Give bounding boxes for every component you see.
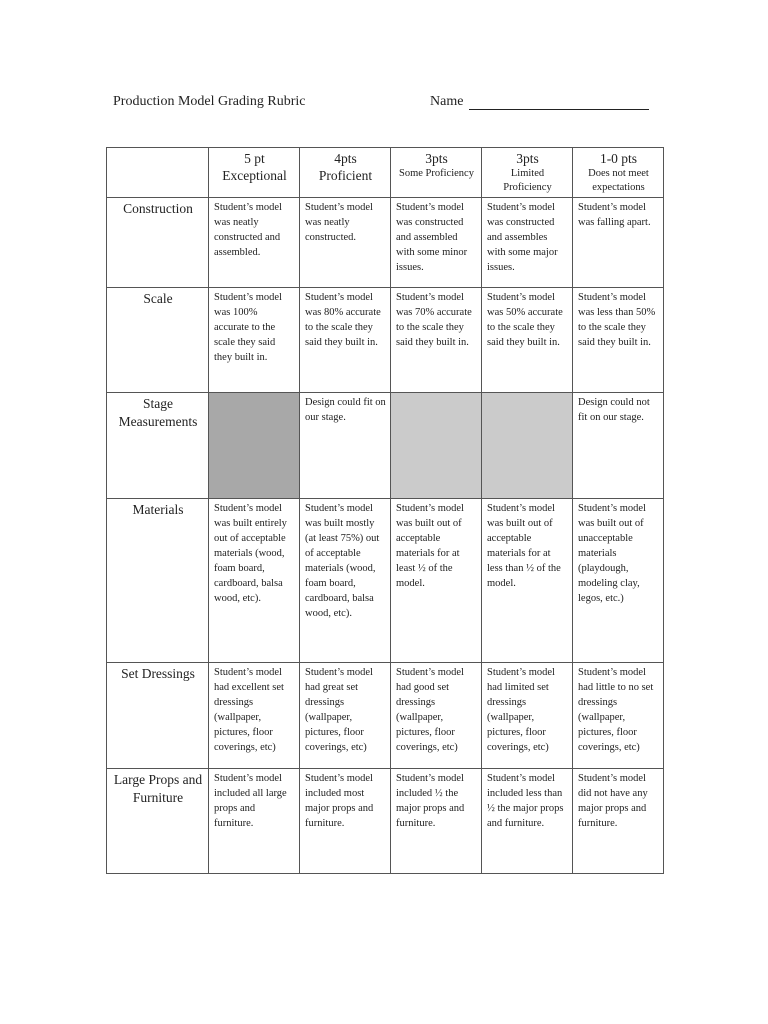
header-points: 4pts <box>334 151 357 166</box>
rubric-cell: Student’s model was 100% accurate to the scale they said they built in. <box>209 288 300 393</box>
header-level: Exceptional <box>222 168 287 183</box>
rubric-row-large-props <box>107 769 664 874</box>
name-blank-line <box>469 95 649 110</box>
rubric-cell: Student’s model was built entirely out of acceptable materials (wood, foam board, cardboard, balsa wood, etc). <box>209 499 300 663</box>
header-row <box>107 148 664 198</box>
header-cell-does-not-meet <box>573 148 664 198</box>
criterion-label: Construction <box>107 198 209 288</box>
criterion-label: Large Props and Furniture <box>107 769 209 874</box>
header-level: Does not meet expectations <box>588 168 649 193</box>
name-field <box>430 94 649 110</box>
rubric-cell: Student’s model included most major props and furniture. <box>300 769 391 874</box>
criterion-label: Materials <box>107 499 209 663</box>
rubric-cell: Student’s model included all large props and furniture. <box>209 769 300 874</box>
header-cell-limited-proficiency <box>482 148 573 198</box>
document-title: Production Model Grading Rubric <box>113 94 306 109</box>
header-level: Limited Proficiency <box>503 168 552 193</box>
criterion-label: Stage Measurements <box>107 393 209 499</box>
shaded-empty-cell <box>482 393 573 499</box>
rubric-cell: Student’s model was neatly constructed and assembled. <box>209 198 300 288</box>
rubric-cell: Student’s model was 80% accurate to the scale they said they built in. <box>300 288 391 393</box>
rubric-cell: Student’s model was built out of acceptable materials for at least ½ of the model. <box>391 499 482 663</box>
rubric-cell: Student’s model was constructed and assembled with some minor issues. <box>391 198 482 288</box>
rubric-row-materials <box>107 499 664 663</box>
rubric-cell: Student’s model had good set dressings (wallpaper, pictures, floor coverings, etc) <box>391 663 482 769</box>
rubric-cell: Student’s model had great set dressings (wallpaper, pictures, floor coverings, etc) <box>300 663 391 769</box>
rubric-table <box>106 147 664 874</box>
rubric-cell: Design could fit on our stage. <box>300 393 391 499</box>
rubric-cell: Student’s model was less than 50% to the scale they said they built in. <box>573 288 664 393</box>
rubric-cell: Student’s model was falling apart. <box>573 198 664 288</box>
rubric-cell: Design could not fit on our stage. <box>573 393 664 499</box>
rubric-cell: Student’s model was built out of acceptable materials for at less than ½ of the model. <box>482 499 573 663</box>
rubric-row-stage-measurements <box>107 393 664 499</box>
rubric-cell: Student’s model was constructed and assembles with some major issues. <box>482 198 573 288</box>
header-cell-exceptional <box>209 148 300 198</box>
header-points: 3pts <box>516 151 539 166</box>
header-cell-proficient <box>300 148 391 198</box>
rubric-cell: Student’s model was built mostly (at least 75%) out of acceptable materials (wood, foam board, cardboard, balsa wood, etc). <box>300 499 391 663</box>
shaded-empty-cell <box>209 393 300 499</box>
rubric-cell: Student’s model had limited set dressings (wallpaper, pictures, floor coverings, etc) <box>482 663 573 769</box>
shaded-empty-cell <box>391 393 482 499</box>
rubric-cell: Student’s model included less than ½ the major props and furniture. <box>482 769 573 874</box>
header-level: Proficient <box>318 168 373 183</box>
header-cell-some-proficiency <box>391 148 482 198</box>
rubric-cell: Student’s model was 70% accurate to the scale they said they built in. <box>391 288 482 393</box>
rubric-cell: Student’s model had excellent set dressings (wallpaper, pictures, floor coverings, etc) <box>209 663 300 769</box>
rubric-cell: Student’s model did not have any major props and furniture. <box>573 769 664 874</box>
header-points: 5 pt <box>244 151 265 166</box>
rubric-cell: Student’s model included ½ the major props and furniture. <box>391 769 482 874</box>
criterion-label: Scale <box>107 288 209 393</box>
header-points: 1-0 pts <box>599 151 638 166</box>
criterion-label: Set Dressings <box>107 663 209 769</box>
rubric-cell: Student’s model was 50% accurate to the scale they said they built in. <box>482 288 573 393</box>
rubric-cell: Student’s model had little to no set dressings (wallpaper, pictures, floor coverings, etc) <box>573 663 664 769</box>
header-corner-cell <box>107 148 209 198</box>
rubric-row-set-dressings <box>107 663 664 769</box>
rubric-row-scale <box>107 288 664 393</box>
header-points: 3pts <box>425 151 448 166</box>
header-level: Some Proficiency <box>399 168 474 179</box>
rubric-cell: Student’s model was neatly constructed. <box>300 198 391 288</box>
rubric-cell: Student’s model was built out of unacceptable materials (playdough, modeling clay, legos, etc.) <box>573 499 664 663</box>
rubric-row-construction <box>107 198 664 288</box>
name-label: Name <box>430 94 464 109</box>
